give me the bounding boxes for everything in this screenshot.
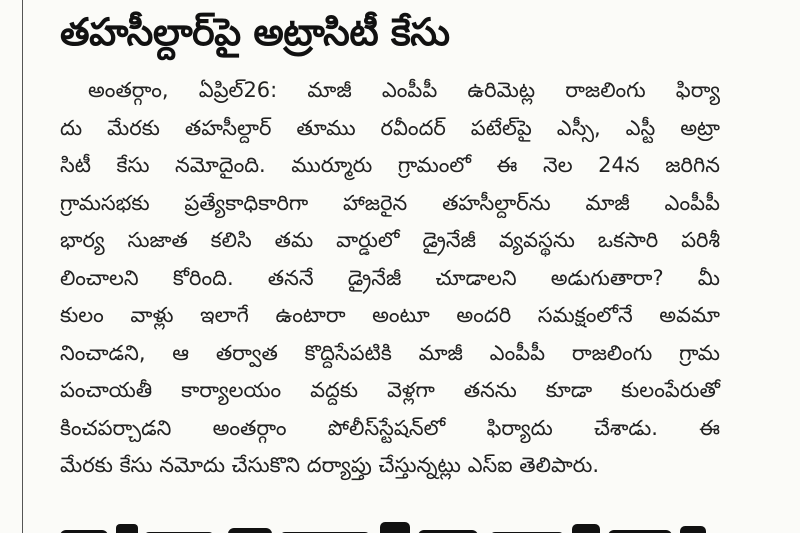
headline: తహసీల్దార్‌పై అట్రాసిటీ కేసు [60,10,450,54]
article-line: సిటీ కేసు నమోదైంది. ముర్మూరు గ్రామంలో ఈ నెల 24న జరిగిన [60,153,720,177]
article-line: నించాడని, ఆ తర్వాత కొద్దిసేపటికి మాజీ ఎంపీపీ రాజలింగు గ్రామ [60,340,720,365]
article-line: లించాలని కోరింది. తననే డ్రైనేజీ చూడాలని అడుగుతారా? మీ [60,265,720,290]
article-line: మేరకు కేసు నమోదు చేసుకొని దర్యాప్తు చేస్తున్నట్లు ఎస్ఐ తెలిపారు. [60,453,600,477]
article-line: దు మేరకు తహసీల్దార్ తూము రవీందర్ పటేల్‌పై ఎస్సీ, ఎస్టీ అట్రా [60,115,720,140]
article-line: కులం వాళ్లు ఇలాగే ఉంటారా అంటూ అందరి సమక్షంలోనే అవమా [60,303,720,327]
article-line: పంచాయతీ కార్యాలయం వద్దకు వెళ్లగా తనను కూడా కులంపేరుతో [60,378,720,402]
article-body [60,72,720,485]
article-line: గ్రామసభకు ప్రత్యేకాధికారిగా హాజరైన తహసీల్దార్‌ను మాజీ ఎంపీపీ [60,190,720,215]
article-line: అంతర్గాం, ఏప్రిల్‌26: మాజీ ఎంపీపీ ఉరిమెట్ల రాజలింగు ఫిర్యా [88,78,720,102]
article-line: భార్య సుజాత కలిసి తమ వార్డులో డ్రైనేజీ వ్యవస్థను ఒకసారి పరిశీ [60,228,720,252]
cropped-headline-glyphs [60,520,720,533]
article-line: కించపర్చాడని అంతర్గాం పోలీస్‌స్టేషన్‌లో ఫిర్యాదు చేశాడు. ఈ [60,415,720,440]
next-article-headline-cropped [60,510,720,533]
column-divider [22,0,23,533]
